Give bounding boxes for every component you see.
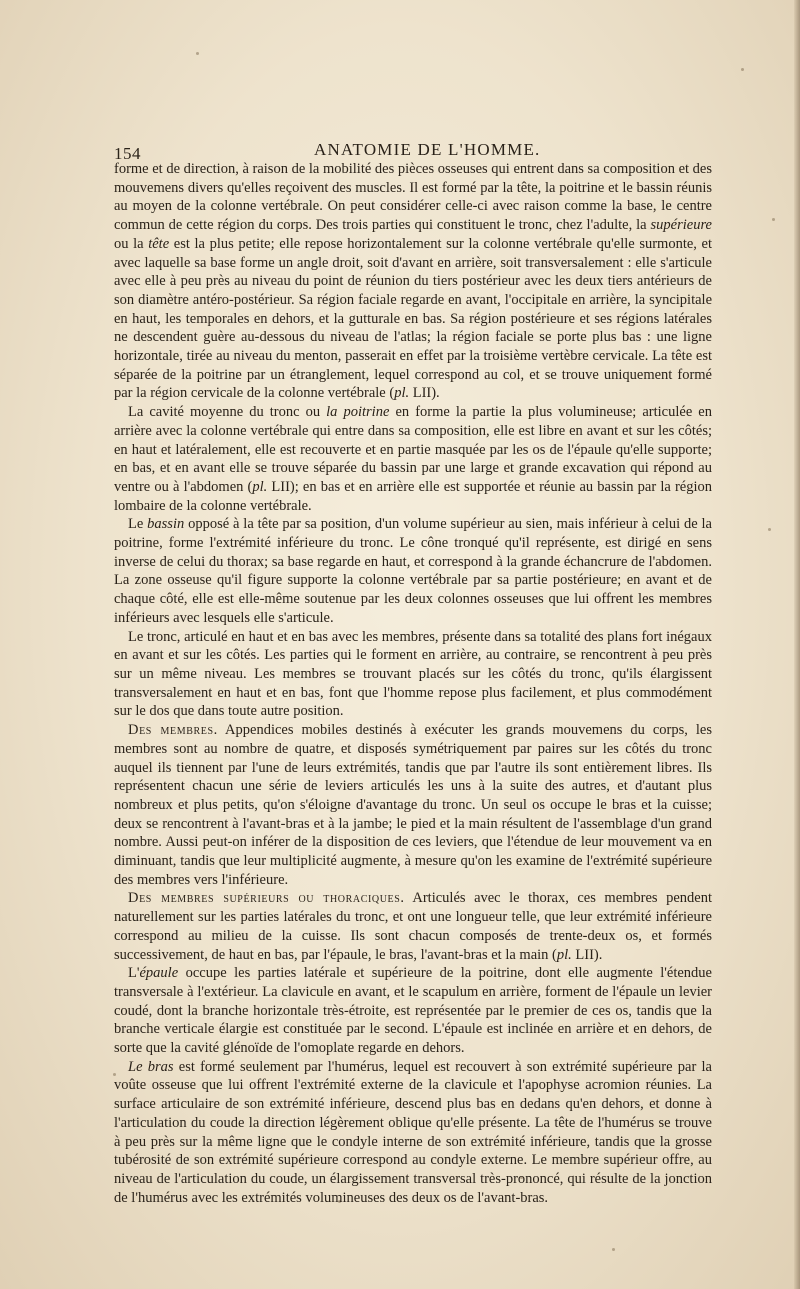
italic-term: pl. (556, 946, 572, 963)
italic-term: pl. (394, 385, 410, 402)
paper-speck (196, 52, 199, 55)
paragraph (114, 1058, 712, 1208)
paragraph (114, 403, 712, 515)
section-heading: Des membres supérieurs ou thoraciques. (128, 890, 405, 907)
paragraph (114, 721, 712, 889)
paper-speck (772, 218, 775, 221)
paragraph-text: en forme la partie la plus volumineuse; articulée en arrière avec la colonne vertébrale qui entre dans sa composition, elle est libre en avant et sur les côtés; en haut et latéralement, elle est recouverte et en partie masquée par les os de l'épaule qu'elle supporte; en bas, et en avant elle se trouve séparée du bassin par une large et grande excavation qui répond au ventre ou à l'abdomen ( (114, 404, 712, 495)
paragraph-text: Articulés avec le thorax, ces membres pendent naturellement sur les parties latérales du tronc, et ont une longueur telle, que leur extrémité inférieure correspond au milieu de la cuisse. Ils sont chacun composés de trente-deux os, et formés successivement, de haut en bas, par l'épaule, le bras, l'avant-bras et la main ( (114, 890, 713, 963)
italic-term: pl. (252, 478, 268, 495)
paragraph (114, 889, 712, 964)
paragraph-text: LII); en bas et en arrière elle est supportée et réunie au bassin par la région lombaire de la colonne vertébrale. (114, 478, 712, 514)
paragraph-text: occupe les parties latérale et supérieure de la poitrine, dont elle augmente l'étendue transversale à l'extérieur. La clavicule en avant, et le scapulum en arrière, forment de l'épaule un levier coudé, dont la branche horizontale très-étroite, est représentée par le premier de ces os, tandis que la branche verticale élargie est constituée par le second. L'épaule est inclinée en arrière et en dehors, de sorte que la cavité glénoïde de l'omoplate regarde en dehors. (114, 965, 712, 1057)
page-number: 154 (114, 144, 141, 163)
paragraph-text: Le tronc, articulé en haut et en bas avec les membres, présente dans sa totalité des plans fort inégaux en avant et sur les côtés. Les parties qui le forment en arrière, au contraire, se rencontrent à peu près sur un même niveau. Les membres se trouvant placés sur les côtés du tronc, qu'ils élargissent transversalement en haut et en bas, font que l'homme repose plus facilement, et plus commodément sur le dos que dans toute autre position. (114, 628, 712, 720)
italic-term: Le bras (128, 1058, 174, 1075)
paragraph-text: opposé à la tête par sa position, d'un volume supérieur au sien, mais inférieur à celui de la poitrine, forme l'extrémité inférieure du tronc. Le cône tronqué qu'il représente, est dirigé en sens inverse de celui du thorax; sa base regarde en haut, et correspond à la grande échancrure de l'abdomen. La zone osseuse qu'il figure supporte la colonne vertébrale par sa partie postérieure; en avant et de chaque côté, elle est elle-même soutenue par les deux colonnes osseuses que lui offrent les membres inférieurs avec lesquels elle s'articule. (114, 516, 712, 626)
paper-speck (768, 528, 771, 531)
italic-term: bassin (147, 516, 185, 533)
paragraph-text: est formé seulement par l'humérus, lequel est recouvert à son extrémité supérieure par la voûte osseuse que lui offrent l'extrémité externe de la clavicule et l'apophyse acromion réunies. La surface articulaire de son extrémité inférieure, descend plus bas en dedans qu'en dehors, et donne à l'articulation du coude la direction légèrement oblique qu'elle présente. La tête de l'humérus se trouve à peu près sur la même ligne que le condyle interne de son extrémité inférieure, tandis que la grosse tubérosité de son extrémité supérieure correspond au condyle externe. Le membre supérieur offre, au niveau de l'articulation du coude, un élargissement transversal très-prononcé, qui résulte de la jonction de l'humérus avec les extrémités volumineuses des deux os de l'avant-bras. (114, 1058, 712, 1206)
paragraph-text: Appendices mobiles destinés à exécuter les grands mouvemens du corps, les membres sont au nombre de quatre, et disposés symétriquement par paires sur les côtés du tronc auquel ils tiennent par l'une de leurs extrémités, tandis que par l'autre ils sont entièrement libres. Ils représentent chacun une série de leviers articulés les uns à la suite des autres, et d'autant plus nombreux et plus petits, qu'on s'éloigne d'avantage du tronc. Un seul os occupe le bras et la cuisse; deux se rencontrent à l'avant-bras et à la jambe; le pied et la main résultent de l'assemblage d'un grand nombre. Aussi peut-on inférer de la disposition de ces leviers, que l'étendue de leur mouvement va en diminuant, tandis que leur multiplicité augmente, à mesure qu'on les examine de l'extrémité supérieure des membres vers l'inférieure. (114, 722, 712, 888)
italic-term: supérieure (650, 217, 712, 234)
paragraph-text: L' (128, 965, 140, 982)
paragraph (114, 964, 712, 1058)
italic-term: épaule (139, 965, 179, 982)
running-title: ANATOMIE DE L'HOMME. (314, 140, 541, 159)
paper-speck (741, 68, 744, 71)
page-edge-shadow (794, 0, 800, 1289)
paragraph-text: ou la (114, 235, 149, 252)
paragraph (114, 515, 712, 627)
paper-speck (612, 1248, 615, 1251)
paragraph-text: Le (128, 516, 148, 533)
text-body (114, 160, 712, 1207)
italic-term: la poitrine (326, 404, 390, 421)
italic-term: tête (148, 235, 170, 252)
paragraph-text: LII). (409, 385, 440, 402)
paragraph-text: La cavité moyenne du tronc ou (128, 404, 327, 421)
section-heading: Des membres. (128, 722, 218, 739)
paragraph (114, 160, 712, 403)
paragraph-text: LII). (571, 946, 603, 963)
paragraph (114, 628, 712, 722)
paragraph-text: forme et de direction, à raison de la mobilité des pièces osseuses qui entrent dans sa composition et des mouvemens divers qu'elles reçoivent des muscles. Il est formé par la tête, la poitrine et le bassin réunis au moyen de la colonne vertébrale. On peut considérer celle-ci avec raison comme la base, le centre commun de cette région du corps. Des trois parties qui constituent le tronc, chez l'adulte, la (114, 161, 712, 234)
paragraph-text: est la plus petite; elle repose horizontalement sur la colonne vertébrale qu'elle surmonte, et avec laquelle sa base forme un angle droit, soit d'avant en arrière, soit transversalement : elle s'articule avec elle à peu près au niveau du point de réunion du tiers postérieur avec les deux tiers antérieurs de son diamètre antéro-postérieur. Sa région faciale regarde en avant, l'occipitale en arrière, la syncipitale en haut, les temporales en dehors, et la gutturale en bas. Sa région postérieure et ses régions latérales ne descendent guère au-dessous du niveau de l'atlas; la région faciale se porte plus bas : une ligne horizontale, tirée au niveau du menton, passerait en effet par la troisième vertèbre cervicale. La tête est séparée de la poitrine par un étranglement, lequel correspond au col, et se trouve uniquement formé par la région cervicale de la colonne vertébrale ( (114, 235, 712, 402)
